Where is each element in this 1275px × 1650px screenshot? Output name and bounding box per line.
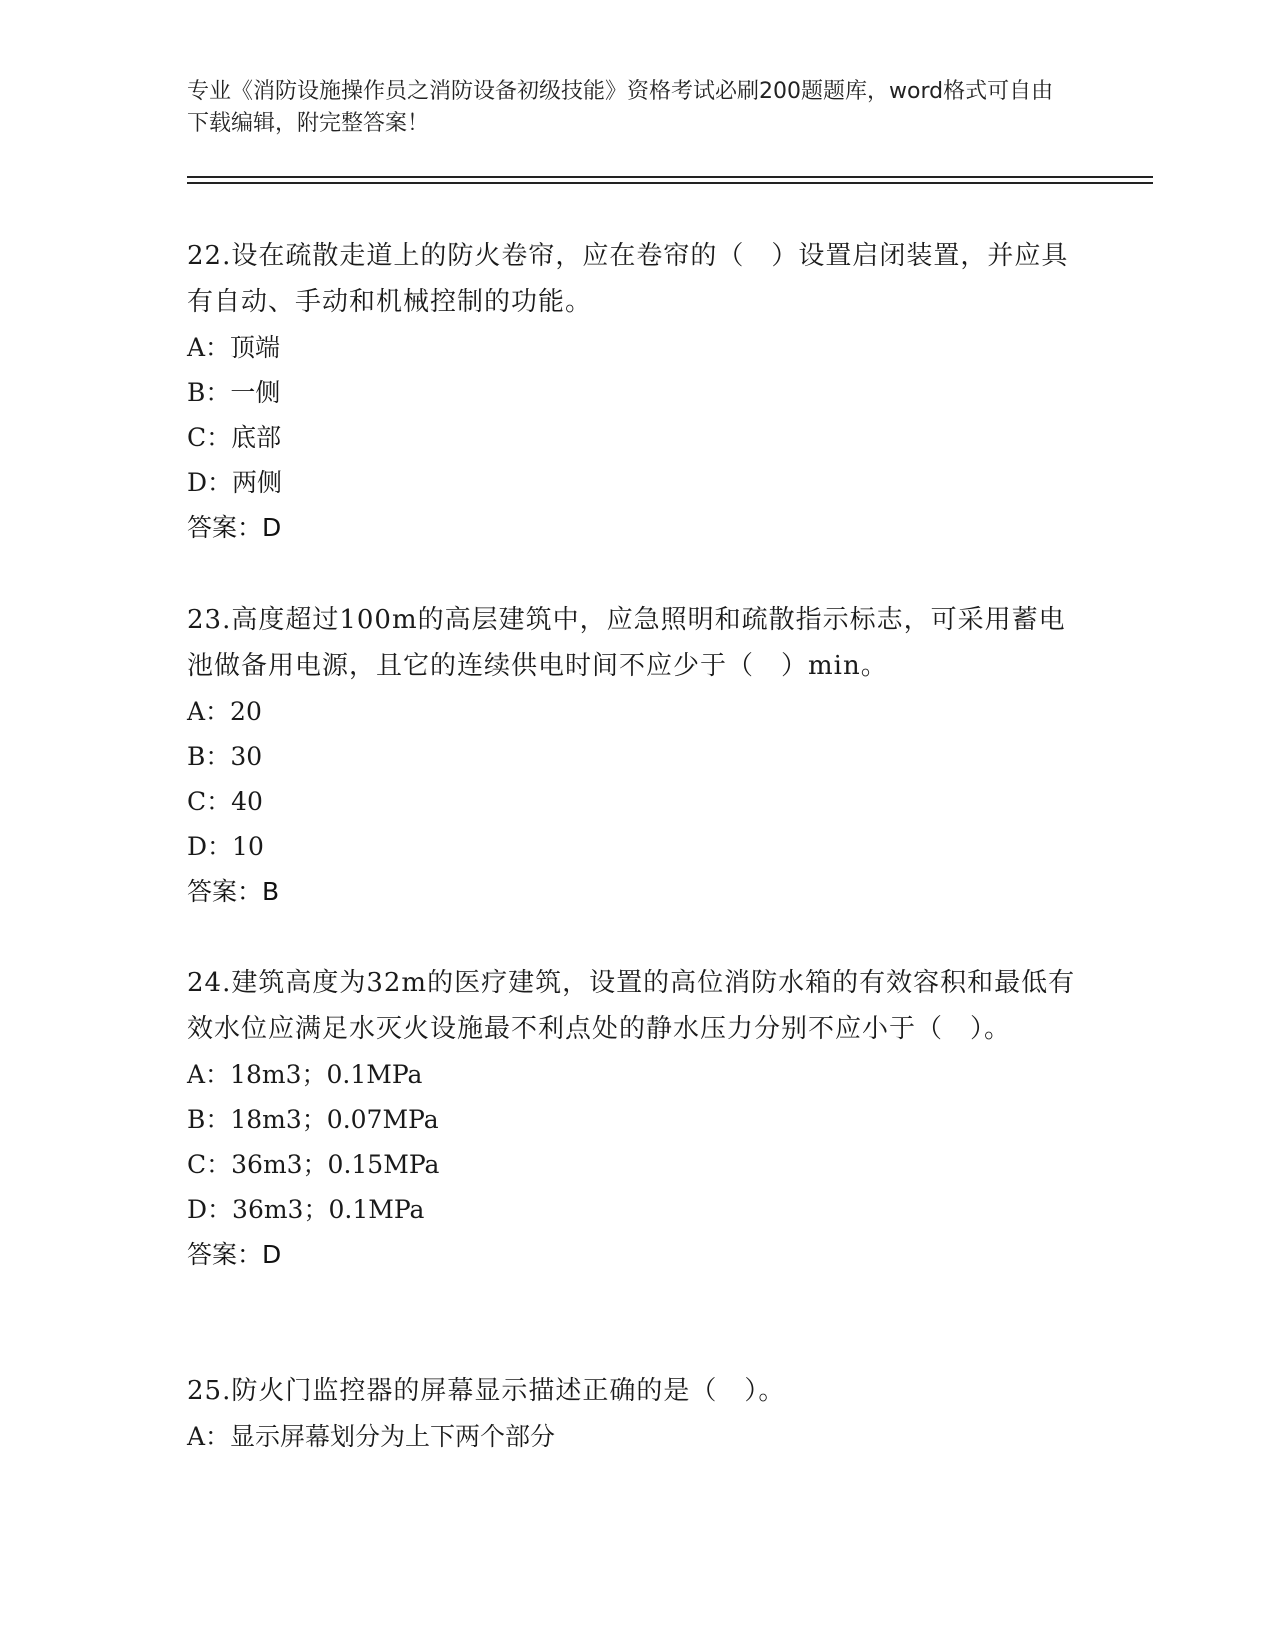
question-stem: 25.防火门监控器的屏幕显示描述正确的是（ ）。	[187, 1376, 786, 1406]
option-d: D：10	[187, 832, 264, 861]
question-stem: 22.设在疏散走道上的防火卷帘，应在卷帘的（ ）设置启闭装置，并应具有自动、手动和机械控制的功能。	[187, 241, 1069, 317]
option-a: A：顶端	[187, 333, 281, 362]
option-b: B：30	[187, 742, 263, 771]
header-divider-bottom	[187, 182, 1153, 184]
answer: 答案：D	[187, 513, 282, 542]
option-c: C：36m3；0.15MPa	[187, 1150, 440, 1179]
option-a: A：18m3；0.1MPa	[187, 1060, 423, 1089]
answer: 答案：B	[187, 877, 280, 906]
question-22	[187, 233, 1077, 551]
question-24	[187, 960, 1077, 1278]
answer: 答案：D	[187, 1240, 282, 1269]
question-25	[187, 1368, 1077, 1459]
question-23	[187, 597, 1077, 915]
option-a: A：20	[187, 697, 262, 726]
option-c: C：底部	[187, 423, 282, 452]
question-stem: 23.高度超过100m的高层建筑中，应急照明和疏散指示标志，可采用蓄电池做备用电源，且它的连续供电时间不应少于（ ）min。	[187, 605, 1066, 681]
option-c: C：40	[187, 787, 263, 816]
header-divider-top	[187, 176, 1153, 178]
option-b: B：一侧	[187, 378, 281, 407]
option-a: A：显示屏幕划分为上下两个部分	[187, 1422, 556, 1451]
question-stem: 24.建筑高度为32m的医疗建筑，设置的高位消防水箱的有效容积和最低有效水位应满足水灭火设施最不利点处的静水压力分别不应小于（ ）。	[187, 968, 1076, 1044]
document-header: 专业《消防设施操作员之消防设备初级技能》资格考试必刷200题题库，word格式可自由下载编辑，附完整答案！	[187, 79, 1054, 136]
option-b: B：18m3；0.07MPa	[187, 1105, 439, 1134]
option-d: D：36m3；0.1MPa	[187, 1195, 425, 1224]
option-d: D：两侧	[187, 468, 283, 497]
